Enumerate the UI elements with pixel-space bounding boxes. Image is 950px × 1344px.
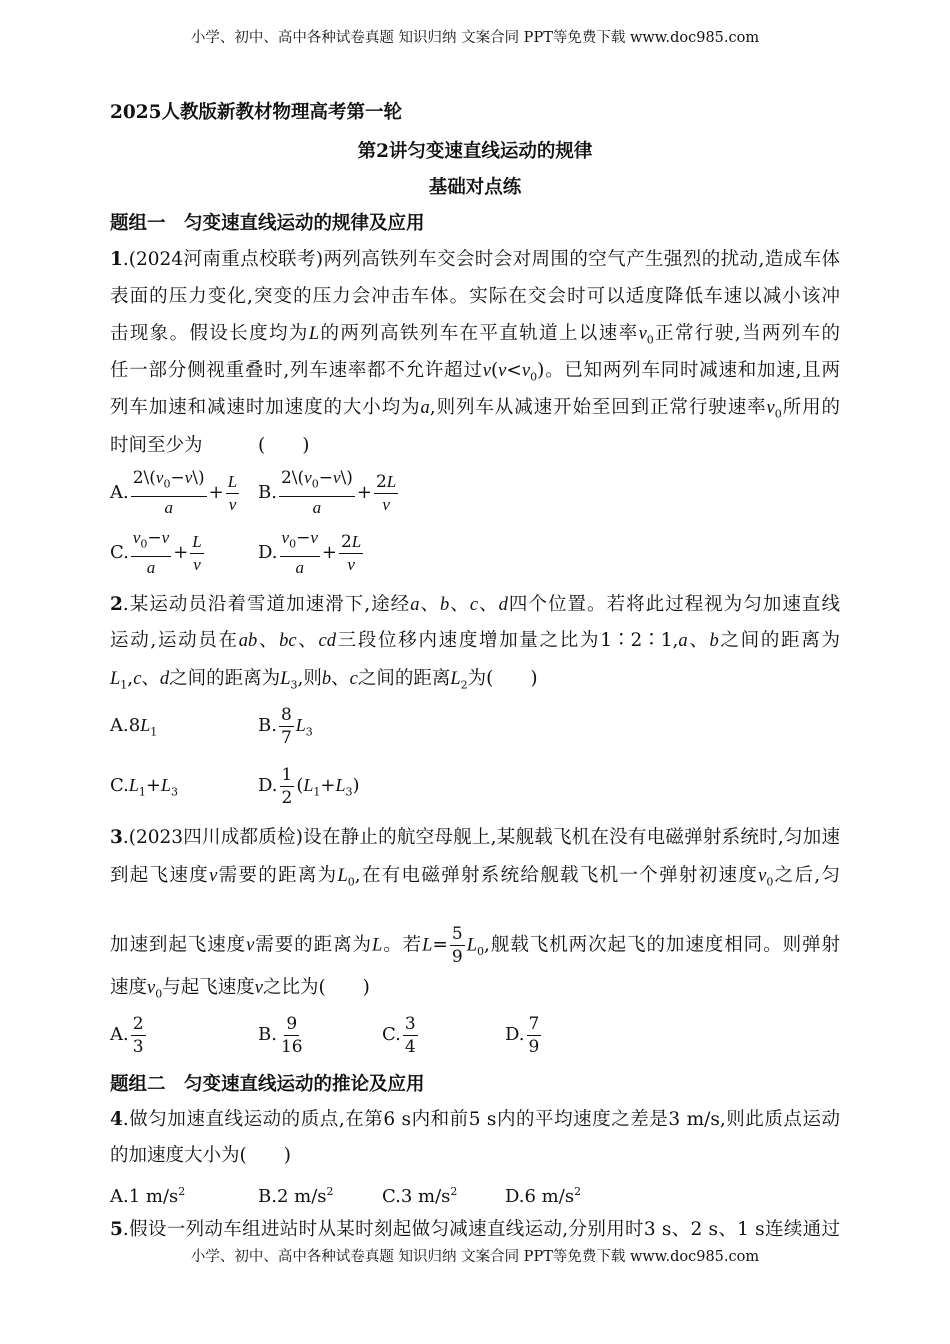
- subscript: 0: [766, 875, 774, 889]
- option-q3-d: [505, 1005, 543, 1065]
- superscript: 2: [450, 1185, 458, 1198]
- subscript: 1: [138, 785, 146, 799]
- text-run: A.: [110, 482, 129, 503]
- text-run: B.: [258, 1024, 277, 1045]
- denominator: [345, 554, 357, 576]
- numerator: [226, 471, 239, 494]
- text-run: 2: [281, 787, 293, 808]
- document-title: 2025人教版新教材物理高考第一轮: [110, 102, 402, 123]
- text-run: 2: [375, 471, 387, 492]
- numerator: [450, 923, 465, 946]
- text-run: B.: [258, 715, 277, 736]
- option-q4-a: [110, 1162, 185, 1222]
- math-variable: L: [295, 715, 306, 735]
- fraction: [339, 531, 363, 576]
- fraction: [374, 471, 398, 516]
- text-run: 所用的: [781, 397, 840, 418]
- numerator: [280, 527, 320, 556]
- text-run: 1: [281, 764, 293, 785]
- text-run: +: [321, 542, 337, 563]
- text-run: A.8: [110, 715, 141, 736]
- option-q2-a: [110, 695, 157, 755]
- math-variable: v: [228, 494, 237, 514]
- text-run: 为( ): [467, 668, 538, 689]
- text-run: 到起飞速度: [110, 865, 210, 886]
- fraction: [527, 1013, 542, 1058]
- denominator: [191, 554, 203, 576]
- question-number: 4: [110, 1109, 123, 1130]
- fraction: [131, 1013, 146, 1058]
- text-run: 2: [340, 531, 352, 552]
- text-run: 、: [141, 668, 160, 689]
- subscript: 0: [477, 945, 485, 959]
- text-run: 8: [280, 704, 292, 725]
- math-variable: v: [332, 468, 341, 488]
- text-run: 、: [449, 594, 470, 615]
- option-q2-d: [258, 755, 360, 815]
- text-run: 3: [132, 1036, 144, 1057]
- superscript: 2: [574, 1185, 582, 1198]
- text-run: +: [320, 775, 336, 796]
- option-q4-b: [258, 1162, 334, 1222]
- numerator: [374, 471, 398, 494]
- math-variable: c: [349, 669, 358, 689]
- text-run: +: [208, 482, 224, 503]
- fraction: [131, 467, 207, 518]
- section-title: 基础对点练: [428, 177, 522, 198]
- math-variable: L: [192, 531, 202, 551]
- text-line-q1-l6: [110, 433, 840, 459]
- denominator: [280, 787, 295, 809]
- text-run: 的加速度大小为( ): [110, 1145, 291, 1166]
- text-run: 5: [451, 924, 463, 944]
- text-run: 之后,匀: [773, 865, 840, 886]
- text-run: +: [356, 482, 372, 503]
- text-run: 击现象。假设长度均为: [110, 323, 309, 344]
- denominator: [279, 727, 294, 749]
- numerator: [131, 467, 207, 496]
- text-run: 需要的距离为: [254, 934, 372, 956]
- numerator: [190, 531, 203, 554]
- subscript: 1: [150, 725, 158, 739]
- text-line-q5-l1: [110, 1217, 840, 1243]
- text-run: 加速到起飞速度: [110, 934, 247, 956]
- math-variable: v: [147, 978, 156, 998]
- subscript: 1: [313, 785, 321, 799]
- superscript: 2: [178, 1185, 186, 1198]
- text-run: −: [318, 468, 333, 489]
- text-run: D.: [258, 542, 278, 563]
- text-run: 9: [451, 947, 463, 967]
- math-variable: ab: [238, 631, 258, 651]
- math-variable: v: [304, 468, 312, 488]
- text-run: D.: [505, 1024, 525, 1045]
- text-run: 、: [257, 630, 280, 651]
- text-run: 之间的距离为: [718, 630, 840, 651]
- option-q1-c: [110, 523, 206, 583]
- text-run: 、: [687, 630, 710, 651]
- option-q1-a: [110, 463, 241, 523]
- text-run: \): [192, 468, 205, 489]
- text-run: 与起飞速度: [162, 977, 255, 998]
- subscript: 0: [163, 477, 171, 491]
- text-run: \): [340, 468, 353, 489]
- text-run: 之比为( ): [262, 977, 370, 998]
- text-line-q3-l2: [110, 863, 840, 889]
- numerator: [280, 764, 295, 787]
- denominator: [162, 497, 175, 519]
- math-variable: b: [321, 669, 332, 689]
- math-variable: L: [160, 775, 171, 795]
- math-variable: v: [254, 978, 263, 998]
- math-variable: L: [140, 715, 151, 735]
- math-variable: L: [422, 935, 433, 956]
- math-variable: L: [303, 775, 314, 795]
- text-run: A.: [110, 1024, 129, 1045]
- fraction: [403, 1013, 418, 1058]
- math-variable: c: [133, 669, 142, 689]
- text-run: .做匀加速直线运动的质点,在第6 s内和前5 s内的平均速度之差是3 m/s,则此质点运动: [122, 1109, 840, 1130]
- math-variable: L: [450, 669, 461, 689]
- math-variable: v: [347, 554, 355, 574]
- text-run: ,: [127, 668, 134, 689]
- text-run: 正常行驶,当两列车的: [653, 323, 840, 344]
- math-variable: v: [310, 528, 318, 548]
- text-run: 速度: [110, 977, 148, 998]
- math-variable: L: [128, 775, 139, 795]
- denominator: [131, 1036, 146, 1058]
- subscript: 3: [290, 678, 298, 692]
- text-line-q1-l4: [110, 358, 840, 384]
- subscript: 3: [345, 785, 353, 799]
- text-line-q1-l2: [110, 284, 840, 310]
- math-variable: c: [469, 595, 479, 615]
- math-variable: a: [420, 398, 430, 418]
- text-run: A.1 m/s: [110, 1186, 179, 1207]
- subscript: 3: [170, 785, 178, 799]
- numerator: [131, 1013, 146, 1036]
- text-run: 16: [280, 1036, 303, 1057]
- subscript: 0: [155, 987, 163, 1001]
- text-run: 2\(: [132, 468, 156, 489]
- text-run: .某运动员沿着雪道加速滑下,途经: [122, 594, 411, 615]
- denominator: [527, 1036, 542, 1058]
- lesson-title: 第2讲匀变速直线运动的规律: [357, 141, 593, 162]
- math-variable: d: [159, 669, 170, 689]
- text-run: C.: [382, 1024, 401, 1045]
- math-variable: L: [110, 669, 121, 689]
- text-run: −: [147, 528, 162, 549]
- text-run: C.: [110, 775, 129, 796]
- numerator: [279, 467, 355, 496]
- math-variable: v: [161, 528, 170, 548]
- text-run: D.6 m/s: [505, 1186, 575, 1207]
- math-variable: a: [312, 497, 322, 517]
- text-run: (: [296, 775, 304, 796]
- fraction: [131, 527, 171, 578]
- math-variable: v: [382, 494, 390, 514]
- text-run: 、: [478, 594, 499, 615]
- denominator: [279, 1036, 305, 1058]
- math-variable: v: [521, 361, 531, 381]
- text-run: 4: [404, 1036, 416, 1057]
- text-run: B.: [258, 482, 277, 503]
- math-variable: v: [281, 528, 290, 548]
- denominator: [403, 1036, 418, 1058]
- question-number: 1: [110, 249, 123, 270]
- fraction: [280, 527, 320, 578]
- math-variable: v: [155, 468, 164, 488]
- numerator: [279, 704, 294, 727]
- text-line-q1-l1: [110, 247, 840, 273]
- denominator: [227, 494, 239, 516]
- denominator: [311, 497, 324, 519]
- math-variable: L: [337, 866, 348, 886]
- text-run: 7: [280, 727, 292, 748]
- math-variable: a: [678, 631, 688, 651]
- option-q4-c: [382, 1162, 457, 1222]
- page-footer: 小学、初中、高中各种试卷真题 知识归纳 文案合同 PPT等免费下载 www.doc985.com: [190, 1249, 760, 1265]
- math-variable: v: [209, 866, 218, 886]
- subscript: 2: [460, 678, 468, 692]
- text-line-q4-l2: [110, 1143, 840, 1169]
- text-run: 2\(: [280, 468, 305, 489]
- question-number: 2: [110, 594, 123, 615]
- numerator: [527, 1013, 542, 1036]
- denominator: [145, 557, 158, 579]
- numerator: [284, 1013, 299, 1036]
- text-run: 运动,运动员在: [110, 630, 239, 651]
- math-variable: b: [709, 631, 719, 651]
- text-run: −: [296, 528, 311, 549]
- option-q2-b: [258, 695, 313, 755]
- text-run: C.: [110, 542, 129, 563]
- option-q4-d: [505, 1162, 581, 1222]
- text-line-q2-l3: [110, 666, 840, 692]
- text-run: 2: [132, 1013, 144, 1034]
- page-header: 小学、初中、高中各种试卷真题 知识归纳 文案合同 PPT等免费下载 www.doc985.com: [190, 30, 760, 46]
- text-run: <: [506, 360, 522, 381]
- math-variable: v: [758, 866, 767, 886]
- math-variable: d: [498, 595, 508, 615]
- subscript: 1: [120, 678, 128, 692]
- text-run: +: [145, 775, 161, 796]
- option-q1-b: [258, 463, 400, 523]
- fraction: [280, 764, 295, 809]
- text-run: 9: [528, 1036, 540, 1057]
- subscript: 3: [305, 725, 313, 739]
- text-run: 9: [286, 1013, 298, 1034]
- text-run: .(2023四川成都质检)设在静止的航空母舰上,某舰载飞机在没有电磁弹射系统时,匀加速: [122, 827, 840, 848]
- text-run: =: [432, 934, 448, 956]
- numerator: [403, 1013, 418, 1036]
- question-group-2-heading: 题组二 匀变速直线运动的推论及应用: [110, 1074, 425, 1095]
- superscript: 2: [326, 1185, 334, 1198]
- math-variable: a: [410, 595, 420, 615]
- text-run: 、: [419, 594, 441, 615]
- text-line-q3-l3: [110, 923, 840, 967]
- denominator: [293, 557, 306, 579]
- text-run: ,在有电磁弹射系统给舰载飞机一个弹射初速度: [354, 865, 759, 886]
- text-run: 表面的压力变化,突变的压力会冲击车体。实际在交会时可以适度降低车速以减小该冲: [110, 286, 840, 307]
- text-run: 7: [528, 1013, 540, 1034]
- math-variable: v: [132, 528, 141, 548]
- text-run: 、: [296, 630, 319, 651]
- text-run: 之间的距离: [357, 668, 451, 689]
- text-run: 任一部分侧视重叠时,列车速率都不允许超过: [110, 360, 483, 381]
- text-run: B.2 m/s: [258, 1186, 327, 1207]
- subscript: 0: [530, 370, 538, 384]
- denominator: [450, 946, 465, 968]
- option-q3-b: [258, 1005, 307, 1065]
- math-variable: v: [193, 554, 201, 574]
- text-line-q2-l1: [110, 592, 840, 618]
- math-variable: v: [482, 361, 491, 381]
- option-q2-c: [110, 755, 178, 815]
- text-run: 时间至少为 ( ): [110, 435, 310, 456]
- subscript: 0: [646, 333, 654, 347]
- math-variable: b: [440, 595, 450, 615]
- text-run: 需要的距离为: [217, 865, 338, 886]
- fraction: [279, 704, 294, 749]
- fraction: [226, 471, 239, 516]
- text-line-q3-l4: [110, 975, 840, 1001]
- subscript: 0: [347, 875, 355, 889]
- text-run: 3: [404, 1013, 416, 1034]
- math-variable: v: [498, 361, 507, 381]
- text-run: 、: [331, 668, 350, 689]
- option-q1-d: [258, 523, 365, 583]
- text-run: 之间的距离为: [169, 668, 281, 689]
- text-line-q1-l5: [110, 395, 840, 421]
- text-run: 的两列高铁列车在平直轨道上以速率: [319, 323, 639, 344]
- text-run: C.3 m/s: [382, 1186, 451, 1207]
- subscript: 0: [140, 537, 148, 551]
- subscript: 0: [774, 407, 782, 421]
- math-variable: L: [351, 531, 362, 551]
- text-line-q4-l1: [110, 1107, 840, 1133]
- math-variable: a: [164, 497, 173, 517]
- fraction: [279, 1013, 305, 1058]
- math-variable: L: [466, 935, 478, 956]
- math-variable: L: [386, 471, 397, 491]
- math-variable: v: [766, 398, 775, 418]
- text-run: ,则: [297, 668, 322, 689]
- math-variable: bc: [279, 631, 297, 651]
- text-run: −: [170, 468, 185, 489]
- math-variable: a: [146, 557, 156, 577]
- text-run: 。若: [382, 934, 423, 956]
- math-variable: a: [295, 557, 304, 577]
- text-run: 三段位移内速度增加量之比为1∶2∶1,: [335, 630, 679, 651]
- math-variable: L: [227, 471, 238, 491]
- question-number: 5: [110, 1219, 123, 1240]
- numerator: [131, 527, 171, 556]
- text-run: (: [490, 360, 499, 381]
- question-group-1-heading: 题组一 匀变速直线运动的规律及应用: [110, 213, 425, 234]
- fraction: [279, 467, 355, 518]
- math-variable: L: [371, 935, 383, 956]
- fraction: [450, 923, 465, 968]
- math-variable: L: [335, 775, 346, 795]
- math-variable: L: [308, 324, 320, 344]
- option-q3-c: [382, 1005, 420, 1065]
- text-line-q3-l1: [110, 825, 840, 851]
- text-run: 列车加速和减速时加速度的大小均为: [110, 397, 421, 418]
- option-q3-a: [110, 1005, 148, 1065]
- text-run: )。已知两列车同时减速和加速,且两: [537, 360, 840, 381]
- text-run: .假设一列动车组进站时从某时刻起做匀减速直线运动,分别用时3 s、2 s、1 s连续通过: [122, 1219, 840, 1240]
- fraction: [190, 531, 203, 576]
- text-run: +: [173, 542, 189, 563]
- numerator: [339, 531, 363, 554]
- text-run: D.: [258, 775, 278, 796]
- text-run: 四个位置。若将此过程视为匀加速直线: [507, 594, 840, 615]
- text-run: ,则列车从减速开始至回到正常行驶速率: [429, 397, 767, 418]
- text-line-q2-l2: [110, 628, 840, 654]
- text-run: ): [352, 775, 360, 796]
- text-run: ,舰载飞机两次起飞的加速度相同。则弹射: [484, 934, 840, 956]
- text-line-q1-l3: [110, 321, 840, 347]
- math-variable: v: [184, 468, 193, 488]
- question-number: 3: [110, 827, 123, 848]
- denominator: [380, 494, 392, 516]
- subscript: 0: [311, 477, 319, 491]
- math-variable: v: [246, 935, 255, 956]
- subscript: 0: [289, 537, 297, 551]
- text-run: .(2024河南重点校联考)两列高铁列车交会时会对周围的空气产生强烈的扰动,造成车体: [122, 249, 840, 270]
- math-variable: v: [638, 324, 647, 344]
- math-variable: cd: [318, 631, 336, 651]
- math-variable: L: [280, 669, 291, 689]
